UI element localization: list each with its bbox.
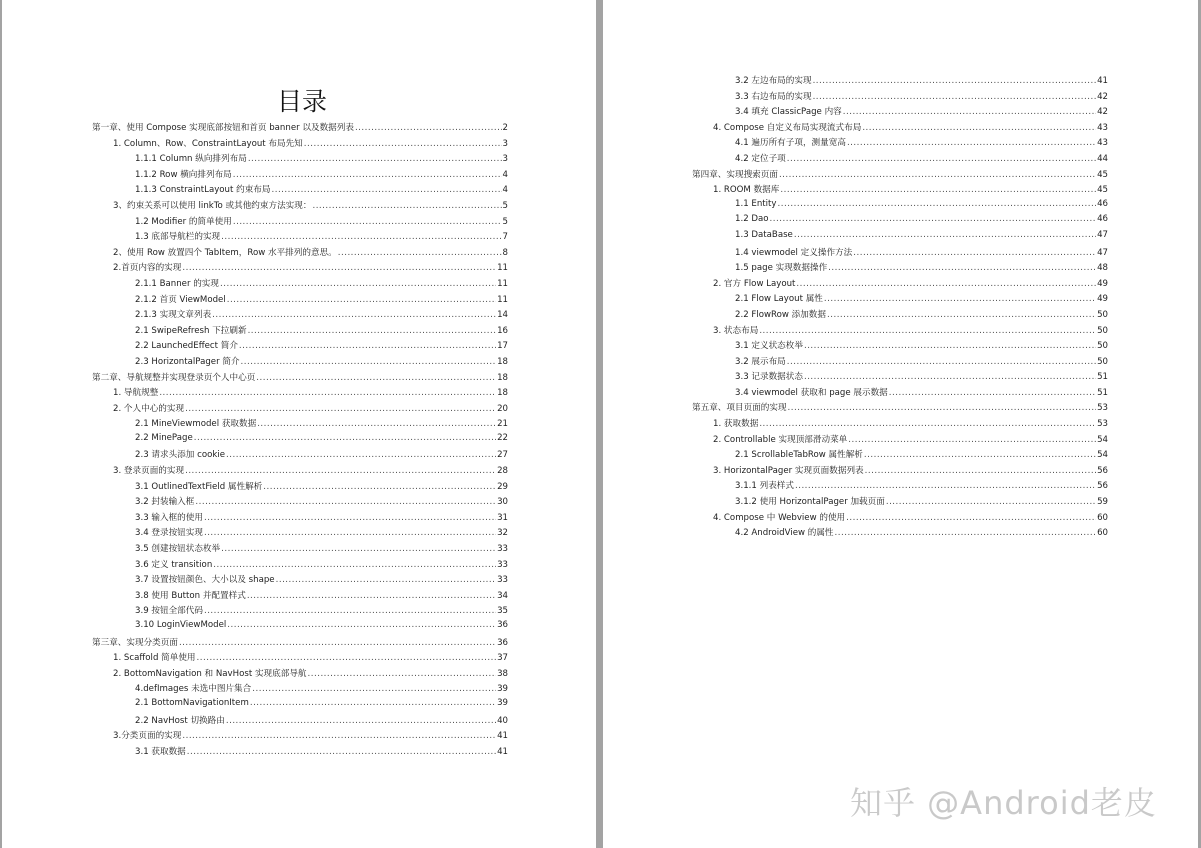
toc-entry-title: 3.分类页面的实现 (113, 731, 182, 742)
toc-entry[interactable] (92, 183, 508, 199)
toc-entry[interactable] (692, 214, 1108, 230)
toc-entry[interactable] (92, 558, 508, 574)
dot-leader (338, 248, 502, 258)
dot-leader (312, 201, 501, 211)
toc-entry[interactable] (92, 137, 508, 153)
toc-entry[interactable] (92, 215, 508, 231)
toc-entry[interactable] (692, 401, 1108, 417)
toc-entry-title: 3. HorizontalPager 实现页面数据列表 (713, 465, 864, 476)
toc-entry-page: 37 (497, 653, 508, 664)
toc-entry-page: 35 (497, 606, 508, 617)
dot-leader (804, 341, 1096, 351)
toc-entry[interactable] (92, 168, 508, 184)
toc-entry-page: 5 (502, 216, 508, 227)
toc-entry-title: 3.1.1 列表样式 (735, 481, 794, 492)
toc-entry[interactable] (692, 417, 1108, 433)
toc-entry[interactable] (692, 74, 1108, 90)
dot-leader (194, 433, 496, 443)
watermark: 知乎 @Android老皮 (850, 784, 1157, 822)
dot-leader (239, 341, 496, 351)
toc-entry-title: 3.6 定义 transition (135, 559, 213, 570)
toc-entry-title: 2.2 LaunchedEffect 简介 (135, 341, 238, 352)
toc-entry-page: 33 (497, 544, 508, 555)
toc-entry-title: 2.1 MineViewmodel 获取数据 (135, 419, 257, 430)
dot-leader (788, 403, 1097, 413)
toc-entry-title: 第三章、实现分类页面 (92, 637, 178, 648)
toc-entry-page: 45 (1097, 185, 1108, 196)
toc-entry-title: 1.5 page 实现数据操作 (735, 263, 828, 274)
toc-entry-title: 4. Compose 中 Webview 的使用 (713, 512, 846, 523)
toc-entry-page: 42 (1097, 91, 1108, 102)
toc-entry[interactable] (692, 324, 1108, 340)
dot-leader (804, 372, 1096, 382)
dot-leader (827, 310, 1096, 320)
toc-entry-title: 4.defImages 未选中图片集合 (135, 684, 252, 695)
dot-leader (250, 698, 496, 708)
dot-leader (848, 435, 1096, 445)
dot-leader (794, 230, 1096, 240)
dot-leader (796, 279, 1096, 289)
dot-leader (182, 731, 496, 741)
toc-entry-page: 51 (1097, 372, 1108, 383)
toc-entry-page: 48 (1097, 263, 1108, 274)
dot-leader (213, 560, 496, 570)
dot-leader (889, 388, 1096, 398)
toc-entry-page: 51 (1097, 387, 1108, 398)
toc-entry[interactable] (92, 386, 508, 402)
toc-entry-title: 1.1.1 Column 纵向排列布局 (135, 154, 247, 165)
dot-leader (813, 76, 1097, 86)
toc-entry-page: 41 (1097, 76, 1108, 86)
toc-entry-title: 2.1.1 Banner 的实现 (135, 278, 219, 289)
toc-entry[interactable] (692, 136, 1108, 152)
toc-entry[interactable] (92, 542, 508, 558)
dot-leader (780, 185, 1096, 195)
toc-entry-page: 53 (1097, 419, 1108, 430)
dot-leader (212, 310, 496, 320)
toc-entry-title: 1.1.2 Row 横向排列布局 (135, 169, 232, 180)
toc-entry[interactable] (692, 526, 1108, 542)
toc-entry[interactable] (692, 277, 1108, 293)
toc-entry-page: 41 (497, 746, 508, 757)
toc-entry-page: 38 (497, 668, 508, 679)
toc-entry[interactable] (92, 402, 508, 418)
toc-entry-title: 1. 获取数据 (713, 419, 759, 430)
toc-entry[interactable] (92, 433, 508, 449)
toc-entry[interactable] (92, 121, 508, 137)
toc-entry-title: 3.1 OutlinedTextField 属性解析 (135, 481, 263, 492)
toc-entry-title: 2.2 NavHost 切换路由 (135, 715, 225, 726)
toc-entry-page: 41 (497, 731, 508, 742)
toc-entry-page: 34 (497, 590, 508, 601)
dot-leader (847, 138, 1096, 148)
toc-entry-title: 2.首页内容的实现 (113, 263, 182, 274)
toc-entry[interactable] (692, 495, 1108, 511)
toc-entry-page: 50 (1097, 341, 1108, 352)
dot-leader (779, 170, 1096, 180)
dot-leader (843, 107, 1096, 117)
dot-leader (759, 419, 1096, 429)
toc-entry[interactable] (92, 620, 508, 636)
toc-entry[interactable] (92, 339, 508, 355)
toc-entry-title: 3.9 按钮全部代码 (135, 606, 203, 617)
toc-entry[interactable] (692, 370, 1108, 386)
toc-entry-title: 第二章、导航规整并实现登录页个人中心页 (92, 372, 256, 383)
toc-entry-title: 1.2 Dao (735, 214, 769, 225)
toc-entry-page: 3 (502, 138, 508, 149)
toc-entry-title: 3.2 展示布局 (735, 356, 786, 367)
dot-leader (770, 214, 1097, 224)
toc-entry-page: 11 (497, 278, 508, 289)
dot-leader (241, 357, 497, 367)
toc-entry-title: 2.2 MinePage (135, 432, 193, 443)
toc-entry-title: 3.4 viewmodel 获取和 page 展示数据 (735, 387, 888, 398)
toc-entry[interactable] (92, 511, 508, 527)
toc-entry[interactable] (692, 261, 1108, 277)
dot-leader (185, 466, 496, 476)
toc-entry-title: 3.4 登录按钮实现 (135, 528, 203, 539)
toc-entry[interactable] (692, 464, 1108, 480)
toc-entry-title: 1.3 底部导航栏的实现 (135, 232, 221, 243)
toc-entry[interactable] (92, 526, 508, 542)
toc-entry[interactable] (692, 199, 1108, 215)
toc-entry[interactable] (92, 495, 508, 511)
toc-entry[interactable] (692, 308, 1108, 324)
toc-entry-title: 1.2 Modifier 的简单使用 (135, 216, 232, 227)
toc-entry-title: 3.1.2 使用 HorizontalPager 加载页面 (735, 497, 885, 508)
toc-entry-page: 59 (1097, 497, 1108, 508)
toc-entry-title: 2.3 请求头添加 cookie (135, 450, 225, 461)
dot-leader (256, 373, 496, 383)
toc-entry-title: 3. 状态布局 (713, 325, 759, 336)
toc-entry-page: 31 (497, 512, 508, 523)
toc-entry-title: 3.10 LoginViewModel (135, 620, 227, 630)
dot-leader (886, 497, 1096, 507)
toc-entry-title: 2.2 FlowRow 添加数据 (735, 309, 826, 320)
dot-leader (271, 185, 501, 195)
toc-entry-page: 50 (1097, 309, 1108, 320)
toc-entry-page: 30 (497, 497, 508, 508)
toc-entry-title: 3.1 获取数据 (135, 746, 186, 757)
toc-entry-page: 2 (502, 123, 508, 133)
dot-leader (204, 513, 496, 523)
toc-entry-page: 39 (497, 697, 508, 708)
dot-leader (263, 482, 496, 492)
toc-entry[interactable] (92, 651, 508, 667)
dot-leader (227, 620, 496, 630)
dot-leader (304, 139, 502, 149)
dot-leader (226, 716, 496, 726)
toc-entry-title: 1.3 DataBase (735, 229, 793, 240)
right-page (603, 0, 1198, 848)
toc-entry[interactable] (92, 448, 508, 464)
toc-entry-page: 46 (1097, 198, 1108, 209)
toc-entry[interactable] (692, 246, 1108, 262)
dot-leader (257, 419, 496, 429)
dot-leader (187, 747, 496, 757)
dot-leader (787, 154, 1096, 164)
toc-entry-page: 36 (497, 637, 508, 648)
toc-entry[interactable] (692, 183, 1108, 199)
toc-entry-page: 60 (1097, 528, 1108, 539)
toc-entry-title: 1. Column、Row、ConstraintLayout 布局先知 (113, 138, 303, 149)
toc-entry[interactable] (692, 105, 1108, 121)
toc-entry-page: 16 (497, 325, 508, 336)
toc-entry-title: 4.2 定位子项 (735, 153, 786, 164)
dot-leader (204, 606, 496, 616)
toc-entry-title: 2.1 BottomNavigationItem (135, 697, 249, 708)
toc-entry[interactable] (92, 293, 508, 309)
toc-entry[interactable] (92, 729, 508, 745)
dot-leader (197, 653, 497, 663)
toc-entry-page: 47 (1097, 247, 1108, 258)
toc-entry[interactable] (92, 464, 508, 480)
toc-entry[interactable] (692, 121, 1108, 137)
dot-leader (226, 450, 496, 460)
toc-entry-page: 39 (497, 684, 508, 695)
toc-entry-page: 5 (502, 200, 508, 211)
toc-entry[interactable] (92, 714, 508, 730)
toc-entry-title: 2.1 SwipeRefresh 下拉刷新 (135, 325, 247, 336)
toc-entry[interactable] (692, 168, 1108, 184)
toc-entry-page: 36 (497, 620, 508, 630)
toc-entry-title: 1. Scaffold 简单使用 (113, 653, 196, 664)
toc-entry-page: 32 (497, 528, 508, 539)
toc-entry-title: 3.2 左边布局的实现 (735, 76, 812, 86)
toc-entry[interactable] (92, 246, 508, 262)
toc-entry[interactable] (92, 199, 508, 215)
toc-entry-title: 2. 个人中心的实现 (113, 403, 185, 414)
toc-entry-page: 7 (502, 232, 508, 243)
dot-leader (221, 544, 496, 554)
toc-entry-page: 11 (497, 263, 508, 274)
toc-entry[interactable] (692, 90, 1108, 106)
toc-entry[interactable] (92, 636, 508, 652)
dot-leader (204, 528, 496, 538)
toc-entry-title: 1. 导航规整 (113, 388, 159, 399)
dot-leader (787, 357, 1096, 367)
dot-leader (159, 388, 496, 398)
toc-list-right (692, 74, 1108, 542)
toc-entry[interactable] (92, 589, 508, 605)
toc-entry[interactable] (92, 698, 508, 714)
dot-leader (835, 528, 1097, 538)
toc-entry-page: 11 (497, 294, 508, 305)
toc-entry-page: 28 (497, 466, 508, 477)
toc-entry-page: 45 (1097, 169, 1108, 180)
toc-entry-title: 2. Controllable 实现顶部滑动菜单 (713, 434, 848, 445)
toc-entry[interactable] (92, 308, 508, 324)
toc-entry[interactable] (92, 417, 508, 433)
toc-entry-title: 3.4 填充 ClassicPage 内容 (735, 107, 842, 118)
toc-entry[interactable] (692, 292, 1108, 308)
dot-leader (248, 154, 502, 164)
toc-entry[interactable] (92, 573, 508, 589)
dot-leader (853, 248, 1096, 258)
toc-entry-page: 43 (1097, 122, 1108, 133)
dot-leader (778, 199, 1097, 209)
toc-entry-title: 2.1.3 实现文章列表 (135, 310, 212, 321)
toc-entry-page: 50 (1097, 356, 1108, 367)
dot-leader (227, 295, 496, 305)
toc-entry-page: 46 (1097, 214, 1108, 225)
toc-entry-title: 第五章、项目页面的实现 (692, 403, 787, 414)
toc-entry[interactable] (692, 355, 1108, 371)
toc-entry-page: 22 (497, 432, 508, 443)
toc-entry[interactable] (692, 433, 1108, 449)
toc-entry-title: 4.1 遍历所有子项，测量宽高 (735, 138, 846, 149)
dot-leader (795, 481, 1096, 491)
toc-entry-page: 8 (502, 247, 508, 258)
toc-entry-title: 2.3 HorizontalPager 简介 (135, 356, 240, 367)
dot-leader (248, 326, 496, 336)
toc-entry-title: 3、约束关系可以使用 linkTo 或其他约束方法实现： (113, 200, 312, 211)
toc-entry-page: 49 (1097, 278, 1108, 289)
dot-leader (220, 279, 496, 289)
toc-entry-title: 3.3 记录数据状态 (735, 372, 803, 383)
dot-leader (221, 232, 501, 242)
toc-entry[interactable] (692, 511, 1108, 527)
toc-entry[interactable] (92, 604, 508, 620)
toc-title: 目录 (276, 87, 327, 116)
dot-leader (233, 170, 502, 180)
toc-entry[interactable] (92, 682, 508, 698)
toc-entry-title: 3.5 创建按钮状态枚举 (135, 544, 221, 555)
toc-entry-title: 3.2 封装输入框 (135, 497, 195, 508)
toc-entry-page: 29 (497, 481, 508, 492)
toc-entry-page: 54 (1097, 434, 1108, 445)
dot-leader (828, 263, 1096, 273)
toc-entry-title: 第一章、使用 Compose 实现底部按钮和首页 banner 以及数据列表 (92, 123, 354, 133)
toc-entry-title: 2.1 ScrollableTabRow 属性解析 (735, 450, 863, 461)
toc-entry-page: 54 (1097, 450, 1108, 461)
toc-entry[interactable] (692, 386, 1108, 402)
dot-leader (824, 294, 1096, 304)
toc-entry-page: 50 (1097, 325, 1108, 336)
toc-entry-page: 53 (1097, 403, 1108, 414)
dot-leader (185, 404, 496, 414)
toc-entry-title: 2.1 Flow Layout 属性 (735, 294, 823, 305)
toc-entry-page: 4 (502, 185, 508, 196)
dot-leader (865, 466, 1096, 476)
toc-entry[interactable] (692, 152, 1108, 168)
toc-entry[interactable] (92, 324, 508, 340)
toc-entry-page: 20 (497, 403, 508, 414)
toc-entry[interactable] (92, 371, 508, 387)
toc-entry-title: 1. ROOM 数据库 (713, 185, 780, 196)
dot-leader (252, 684, 496, 694)
toc-entry[interactable] (92, 261, 508, 277)
toc-entry-page: 18 (497, 388, 508, 399)
toc-entry-page: 43 (1097, 138, 1108, 149)
toc-entry-page: 49 (1097, 294, 1108, 305)
toc-entry[interactable] (692, 448, 1108, 464)
dot-leader (182, 263, 496, 273)
toc-entry-page: 4 (502, 169, 508, 180)
toc-entry[interactable] (692, 230, 1108, 246)
dot-leader (813, 92, 1097, 102)
toc-entry-title: 2、使用 Row 放置四个 TabItem，Row 水平排列的意思。 (113, 247, 337, 258)
toc-entry-page: 47 (1097, 229, 1108, 240)
toc-entry-page: 33 (497, 575, 508, 586)
toc-entry[interactable] (92, 152, 508, 168)
dot-leader (759, 326, 1096, 336)
dot-leader (179, 638, 496, 648)
toc-entry-page: 27 (497, 450, 508, 461)
toc-entry-page: 18 (497, 356, 508, 367)
toc-entry[interactable] (92, 480, 508, 496)
toc-entry-title: 2. 官方 Flow Layout (713, 278, 796, 289)
dot-leader (247, 591, 496, 601)
toc-entry-page: 17 (497, 341, 508, 352)
toc-entry-title: 4. Compose 自定义布局实现流式布局 (713, 122, 862, 133)
toc-entry-page: 18 (497, 372, 508, 383)
toc-entry[interactable] (92, 277, 508, 293)
toc-entry-title: 1.4 viewmodel 定义操作方法 (735, 247, 853, 258)
toc-entry-title: 3.1 定义状态枚举 (735, 341, 803, 352)
left-page (2, 0, 596, 848)
toc-entry-page: 56 (1097, 481, 1108, 492)
toc-entry-title: 2.1.2 首页 ViewModel (135, 294, 226, 305)
toc-entry-title: 3.7 设置按钮颜色、大小以及 shape (135, 575, 275, 586)
toc-entry-title: 1.1 Entity (735, 198, 777, 209)
toc-entry-page: 14 (497, 310, 508, 321)
toc-entry-title: 2. BottomNavigation 和 NavHost 实现底部导航 (113, 668, 307, 679)
toc-entry-page: 3 (502, 154, 508, 165)
toc-entry[interactable] (92, 355, 508, 371)
toc-entry-page: 60 (1097, 512, 1108, 523)
toc-entry-page: 21 (497, 419, 508, 430)
toc-entry-page: 42 (1097, 107, 1108, 118)
dot-leader (862, 123, 1096, 133)
toc-entry-title: 1.1.3 ConstraintLayout 约束布局 (135, 185, 271, 196)
toc-entry[interactable] (92, 745, 508, 761)
dot-leader (195, 497, 496, 507)
toc-entry-title: 4.2 AndroidView 的属性 (735, 528, 834, 539)
dot-leader (355, 123, 502, 133)
toc-entry-page: 33 (497, 559, 508, 570)
toc-entry[interactable] (692, 339, 1108, 355)
toc-entry-title: 3. 登录页面的实现 (113, 466, 185, 477)
toc-entry-page: 40 (497, 715, 508, 726)
dot-leader (233, 217, 502, 227)
toc-entry[interactable] (692, 479, 1108, 495)
toc-entry-page: 56 (1097, 465, 1108, 476)
toc-entry-title: 3.3 右边布局的实现 (735, 91, 812, 102)
toc-entry-title: 3.8 使用 Button 并配置样式 (135, 590, 246, 601)
dot-leader (864, 450, 1096, 460)
toc-entry-title: 3.3 输入框的使用 (135, 512, 203, 523)
dot-leader (308, 669, 497, 679)
toc-entry-title: 第四章、实现搜索页面 (692, 169, 778, 180)
toc-entry[interactable] (92, 230, 508, 246)
toc-entry[interactable] (92, 667, 508, 683)
toc-list-left (92, 121, 508, 760)
dot-leader (846, 513, 1096, 523)
dot-leader (276, 575, 496, 585)
toc-entry-page: 44 (1097, 153, 1108, 164)
